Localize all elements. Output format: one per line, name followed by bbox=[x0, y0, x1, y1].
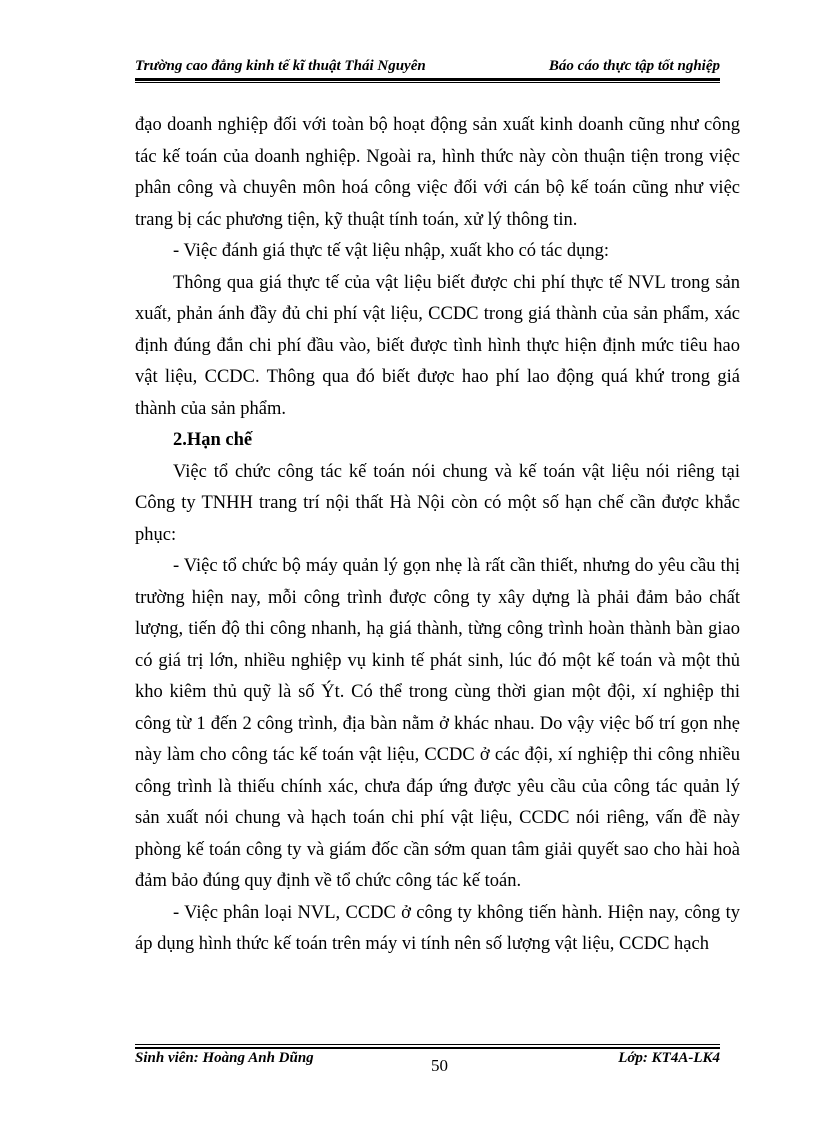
section-heading: 2.Hạn chế bbox=[173, 430, 253, 450]
paragraph-2: - Việc đánh giá thực tế vật liệu nhập, xuất kho có tác dụng: bbox=[173, 241, 609, 261]
footer-divider bbox=[135, 1047, 720, 1049]
header-school-name: Trường cao đẳng kinh tế kĩ thuật Thái Nguyên bbox=[135, 58, 426, 74]
header-report-title: Báo cáo thực tập tốt nghiệp bbox=[548, 58, 720, 74]
footer-divider-thin bbox=[135, 1044, 720, 1045]
page-header bbox=[135, 58, 720, 80]
paragraph-5: - Việc tổ chức bộ máy quản lý gọn nhẹ là rất cần thiết, nhưng do yêu cầu thị trường hiện nay, mỗi công trình được công ty xây dựng là phải đảm bảo chất lượng, tiến độ thi công nhanh, hạ giá thành, từng công trình hoàn thành bàn giao có giá trị lớn, nhiều nghiệp vụ kinh tế phát sinh, lúc đó một kế toán và một thủ kho kiêm thủ quỹ là số Ýt. Có thể trong cùng thời gian một đội, xí nghiệp thi công từ 1 đến 2 công trình, địa bàn nằm ở khác nhau. Do vậy việc bố trí gọn nhẹ này làm cho công tác kế toán vật liệu, CCDC ở các đội, xí nghiệp thi công nhiều công trình là thiếu chính xác, chưa đáp ứng được yêu cầu của công tác quản lý sản xuất nói chung và hạch toán chi phí vật liệu, CCDC nói riêng, vấn đề này phòng kế toán công ty và giám đốc cần sớm quan tâm giải quyết sao cho hài hoà đảm bảo đúng quy định về tổ chức công tác kế toán. bbox=[135, 556, 740, 891]
footer-student-name: Sinh viên: Hoàng Anh Dũng bbox=[135, 1050, 314, 1066]
paragraph-1: đạo doanh nghiệp đối với toàn bộ hoạt động sản xuất kinh doanh cũng như công tác kế toán của doanh nghiệp. Ngoài ra, hình thức này còn thuận tiện trong việc phân công và chuyên môn hoá công việc đối với cán bộ kế toán cũng như việc trang bị các phương tiện, kỹ thuật tính toán, xử lý thông tin. bbox=[135, 115, 740, 230]
header-divider-thin bbox=[135, 82, 720, 83]
page-number: 50 bbox=[431, 1056, 448, 1075]
page-body bbox=[135, 110, 740, 961]
header-divider bbox=[135, 78, 720, 81]
paragraph-6: - Việc phân loại NVL, CCDC ở công ty không tiến hành. Hiện nay, công ty áp dụng hình thức kế toán trên máy vi tính nên số lượng vật liệu, CCDC hạch bbox=[135, 902, 740, 954]
paragraph-3: Thông qua giá thực tế của vật liệu biết được chi phí thực tế NVL trong sản xuất, phản ánh đầy đủ chi phí vật liệu, CCDC trong giá thành của sản phẩm, xác định đúng đắn chi phí đầu vào, biết được tình hình thực hiện định mức tiêu hao vật liệu, CCDC. Thông qua đó biết được hao phí lao động quá khứ trong giá thành của sản phẩm. bbox=[135, 272, 740, 419]
footer-class: Lớp: KT4A-LK4 bbox=[618, 1050, 720, 1066]
page-footer bbox=[135, 1050, 720, 1080]
paragraph-4: Việc tổ chức công tác kế toán nói chung và kế toán vật liệu nói riêng tại Công ty TNHH trang trí nội thất Hà Nội còn có một số hạn chế cần được khắc phục: bbox=[135, 461, 740, 545]
